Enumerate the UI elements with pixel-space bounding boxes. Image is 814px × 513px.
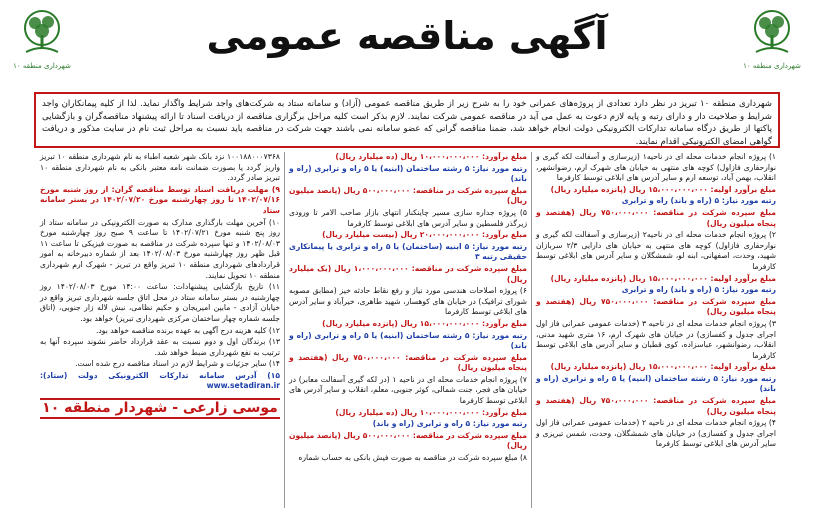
notice-columns xyxy=(34,152,780,508)
notice-paragraph: رتبه مورد نیاز: ۵ (راه و باند) راه و ترابری xyxy=(621,285,776,295)
notice-paragraph: مبلغ سپرده شرکت در مناقصه: ۵۰۰،۰۰۰،۰۰۰ ریال (پانصد میلیون ریال) xyxy=(289,430,527,451)
notice-paragraph: ۱۰) آخرین مهلت بارگذاری مدارک به صورت الکترونیکی در سامانه ستاد از روز پنج شنبه مورخ ۱۴۰۲/۰۷/۲۱ تا ساعت ۹ صبح روز چهارشنبه مورخ ۱۴۰۲/۰۸/۰۳ و تنها سپرده شرکت در مناقصه به صورت فیزیکی تا ساعت ۱۱ قبل ظهر روز چهارشنبه مورخ ۱۴۰۲/۰۸/۰۳ بعد از شماره دبیرخانه به امور قراردادهای شهرداری منطقه ۱۰ تبریز واقع در تبریز - شهرک ارم شهرداری منطقه ۱۰ تحویل نمایند. xyxy=(40,217,281,280)
notice-paragraph: مبلغ سپرده شرکت در مناقصه: ۷۵۰،۰۰۰،۰۰۰ ریال (هفتصد و پنجاه میلیون ریال) xyxy=(289,352,527,373)
notice-paragraph: مبلغ سپرده شرکت در مناقصه: ۷۵۰،۰۰۰،۰۰۰ ریال (هفتصد و پنجاه میلیون ریال) xyxy=(536,296,776,317)
column-conditions xyxy=(36,152,284,508)
intro-paragraph: شهرداری منطقه ۱۰ تبریز در نظر دارد تعدادی از پروژه‌های عمرانی خود را به شرح زیر از طریق مناقصه عمومی (آزاد) و سامانه ستاد به شرکت‌های واجد شرایط واگذار نماید. لذا از کلیه پیمانکاران واجد شرایط و صلاحیت دار و دارای رتبه و پایه لازم دعوت به عمل می آید در مناقصه عمومی شرکت نمایند. لازم بذکر است کلیه مراحل برگزاری مناقصه از دریافت اسناد تا ارائه پیشنهاد مناقصه‌گران و بازگشایی پاکتها از طریق درگاه سامانه تدارکات الکترونیکی دولت انجام خواهد شد، ضمنا مناقصه گرانی که عضو سامانه نمی باشند جهت شرکت در مناقصه باید نسبت به مراحل ثبت نام در سایت مذکور و دریافت گواهی امضای الکترونیکی اقدام نمایند. xyxy=(34,92,780,148)
tree-logo-icon xyxy=(748,8,796,60)
column-projects-5-8 xyxy=(284,152,532,508)
notice-paragraph: ۴) پروژه انجام خدمات محله ای در ناحیه ۲ (خدمات عمومی عمرانی فاز اول اجرای جدول و کفسازی) در خیابان های شمشگلان، وحدت، شمس تبریزی و سایر آدرس های ابلاغی توسط کارفرما xyxy=(536,418,776,449)
notice-paragraph: مبلغ برآورد اولیه: ۱۵،۰۰۰،۰۰۰،۰۰۰ ریال (پانزده میلیارد ریال) xyxy=(550,184,776,194)
municipality-logo-left xyxy=(12,8,72,80)
notice-paragraph: ۲) پروژه انجام خدمات محله ای در ناحیه۲ (زیرسازی و آسفالت لکه گیری و نوارحفاری فازاول) کوچه های منتهی به خیابان های دارایی ۲/۳ سربازان شهید، وحدت، اصفهانی، ابنه لو، شمشگلان و سایر آدرس های ابلاغی توسط کارفرما xyxy=(536,230,777,271)
notice-paragraph: رتبه مورد نیاز: ۵ (راه و باند) راه و ترابری xyxy=(621,196,776,206)
notice-paragraph: مبلغ سپرده شرکت در مناقصه: ۱،۰۰۰،۰۰۰،۰۰۰ ریال (یک میلیارد ریال) xyxy=(289,263,527,284)
notice-paragraph: ۹) مهلت دریافت اسناد توسط مناقصه گران: از روز شنبه مورخ ۱۴۰۲/۰۷/۱۶ تا روز چهارشنبه مورخ ۱۴۰۲/۰۷/۲۰ در بستر سامانه ستاد xyxy=(40,184,280,215)
notice-paragraph: رتبه مورد نیاز: ۵ رشته ساختمان (ابنیه) یا ۵ راه و ترابری (راه و باند) xyxy=(289,163,527,184)
notice-title: آگهی مناقصه عمومی xyxy=(206,14,608,58)
logo-caption: شهرداری منطقه ۱۰ xyxy=(13,62,71,70)
notice-paragraph: مبلغ برآورد: ۲۰،۰۰۰،۰۰۰،۰۰۰ ریال (بیست میلیارد ریال) xyxy=(322,230,527,240)
municipality-logo-right xyxy=(742,8,802,80)
notice-header xyxy=(0,0,814,92)
notice-paragraph: رتبه مورد نیاز: ۵ رشته ساختمان (ابنیه) یا ۵ راه و ترابری (راه و باند) xyxy=(536,373,776,394)
mayor-signature: موسی زارعی - شهردار منطقه ۱۰ xyxy=(40,398,280,419)
notice-paragraph: مبلغ برآورد: ۱۰،۰۰۰،۰۰۰،۰۰۰ ریال (ده میلیارد ریال) xyxy=(335,152,527,161)
notice-paragraph: رتبه مورد نیاز: ۵ ابنیه (ساختمان) یا ۵ راه و ترابری یا پیمانکاری حقیقی رتبه ۳ xyxy=(289,241,528,262)
notice-paragraph: ۱۳) برندگان اول و دوم نسبت به عقد قرارداد حاضر نشوند سپرده آنها به ترتیب به نفع شهرداری ضبط خواهد شد. xyxy=(40,337,280,357)
notice-paragraph: ۸) مبلغ سپرده شرکت در مناقصه به صورت فیش بانکی به حساب شماره xyxy=(298,453,527,463)
tree-logo-icon xyxy=(18,8,66,60)
notice-paragraph: رتبه مورد نیاز: ۵ راه و ترابری (راه و باند) xyxy=(372,419,527,429)
notice-paragraph: ۵) پروژه جداره سازی مسیر چاینکنار انتهای بازار صاحب الامر تا ورودی زیرگذر فلسطین و سایر آدرس های ابلاغی توسط کارفرما xyxy=(289,207,527,228)
notice-paragraph: ۱۰۰۱۸۸۰۰۰۷۳۶۸ نزد بانک شهر شعبه اطباء به نام شهرداری منطقه ۱۰ تبریز واریز گردد یا بصورت ضمانت نامه معتبر بانکی به نام شهرداری منطقه ۱۰ تبریز صادر گردد. xyxy=(40,152,280,183)
column-projects-1-4 xyxy=(532,152,780,508)
notice-paragraph: مبلغ برآورد اولیه: ۱۵،۰۰۰،۰۰۰،۰۰۰ ریال (پانزده میلیارد ریال) xyxy=(550,362,776,372)
conditions-list xyxy=(40,152,280,392)
notice-paragraph: مبلغ برآورد: ۱۵،۰۰۰،۰۰۰،۰۰۰ ریال (پانزده میلیارد ریال) xyxy=(322,318,527,328)
notice-paragraph: ۱۵) آدرس سامانه تدارکات الکترونیکی دولت (ستاد): www.setadiran.ir xyxy=(40,370,280,391)
notice-paragraph: ۱۴) سایر جزئیات و شرایط لازم در اسناد مناقصه درج شده است. xyxy=(75,359,280,369)
notice-paragraph: رتبه مورد نیاز: ۵ رشته ساختمان (ابنیه) یا ۵ راه و ترابری (راه و باند) xyxy=(289,330,527,351)
notice-paragraph: مبلغ سپرده شرکت در مناقصه: ۷۵۰،۰۰۰،۰۰۰ ریال (هفتصد و پنجاه میلیون ریال) xyxy=(536,207,776,228)
notice-paragraph: ۶) پروژه اصلاحات هندسی مورد نیاز و رفع نقاط حادثه خیز (مطابق مصوبه شورای ترافیک) در خیابان های کوهسار، شهید طاهری، خیرآباد و سایر آدرس های ابلاغی توسط کارفرما xyxy=(289,286,527,317)
notice-paragraph: مبلغ برآورد: ۱۰،۰۰۰،۰۰۰،۰۰۰ ریال (ده میلیارد ریال) xyxy=(335,407,527,417)
logo-caption: شهرداری منطقه ۱۰ xyxy=(743,62,801,70)
notice-paragraph: مبلغ سپرده شرکت در مناقصه: ۷۵۰،۰۰۰،۰۰۰ ریال (هفتصد و پنجاه میلیون ریال) xyxy=(536,396,776,416)
notice-paragraph: ۱۲) کلیه هزینه درج آگهی به عهده برنده مناقصه خواهد بود. xyxy=(95,325,280,335)
notice-paragraph: ۱۱) تاریخ بازگشایی پیشنهادات: ساعت ۱۴:۰۰ مورخ ۱۴۰۲/۰۸/۰۳ روز چهارشنبه در بستر سامانه ستاد در محل اتاق جلسه شهرداری تبریز واقع در خیابان آزادی - مابین امیریجان و حکیم نظامی، نبش لاله زار جنوبی، (اتاق جلسه شماره چهار ساختمان مرکزی شهرداری تبریز) خواهد بود. xyxy=(40,282,281,323)
notice-paragraph: مبلغ برآورد اولیه: ۱۵،۰۰۰،۰۰۰،۰۰۰ ریال (پانزده میلیارد ریال) xyxy=(550,273,776,283)
notice-paragraph: ۱) پروژه انجام خدمات محله ای در ناحیه۱ (زیرسازی و آسفالت لکه گیری و نوارحفاری فازاول) کوچه های منتهی به خیابان های شهرک ارم، رضوانشهر، انقلاب، بهمن آباد، توسعه ارم و سایر آدرس های ابلاغی توسط کارفرما xyxy=(536,152,777,183)
notice-paragraph: مبلغ سپرده شرکت در مناقصه: ۵۰۰،۰۰۰،۰۰۰ ریال (پانصد میلیون ریال) xyxy=(289,185,527,206)
notice-paragraph: ۳) پروژه انجام خدمات محله ای در ناحیه ۳ (خدمات عمومی عمرانی فاز اول اجرای جدول و کفسازی) در خیابان های شهرک ارم، ۱۶ متری شهید مدنی، انقلاب، رضوانشهر، عباسزاده، کوی قطبان و سایر آدرس های ابلاغی توسط کارفرما xyxy=(536,318,776,360)
notice-paragraph: ۷) پروژه انجام خدمات محله ای در ناحیه ۱ (در لکه گیری آسفالت معابر) در خیابان های فجر، جنت شمالی، کوثر جنوبی، معلم، انقلاب و سایر آدرس های ابلاغی توسط کارفرما xyxy=(289,374,527,406)
